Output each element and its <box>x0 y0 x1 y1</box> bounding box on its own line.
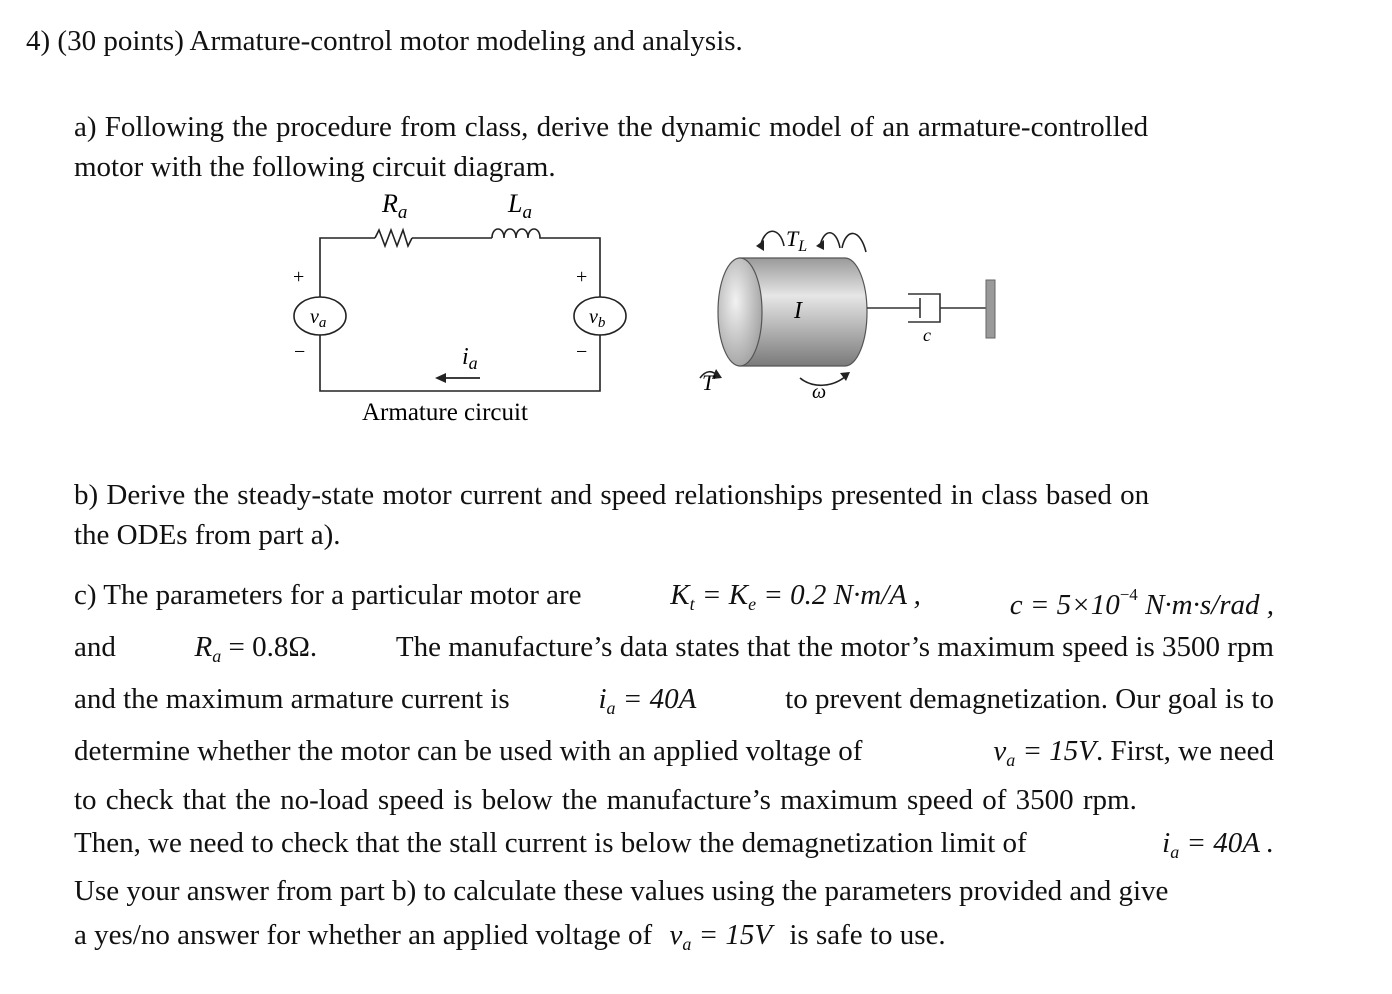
c-l3-current: $i_a = 40A$ <box>598 683 697 718</box>
c-l5-text: to check that the no-load speed is below the manufacture’s maximum speed of 3500 rpm. <box>74 784 1137 816</box>
tl-label: $T_L$ <box>786 226 808 255</box>
damper-label: c <box>923 325 931 345</box>
c-l2-resistance: $R_a = 0.8\Omega$. <box>194 631 318 666</box>
part-b-line-1 <box>74 478 1274 512</box>
part-c-line-2 <box>74 630 1274 673</box>
c-l6-prefix: Then, we need to check that the stall current is below the demagnetization limit of <box>74 827 1027 859</box>
current-arrowhead <box>435 373 446 383</box>
part-b-line-2: the ODEs from part a). <box>74 519 341 551</box>
part-c-line-5 <box>74 783 1274 817</box>
c-l8-voltage: $v_a = 15V$ <box>669 919 773 954</box>
va-minus-sign: − <box>294 341 306 363</box>
question-header: 4) (30 points) Armature-control motor modeling and analysis. <box>26 25 743 57</box>
ia-label: $i_a$ <box>462 344 478 373</box>
c-l4-voltage: $v_a = 15V$. First, we need <box>993 735 1274 770</box>
omega-label: ω <box>812 381 827 403</box>
c-l1-damping-equation: $c = 5\times 10^{-4}$ N·m·s/rad , <box>1009 585 1274 621</box>
vb-plus-sign: + <box>576 266 588 288</box>
part-a-line-1 <box>74 110 1274 144</box>
part-c-line-7 <box>74 874 1274 908</box>
tl-arrowhead <box>756 240 764 251</box>
c-l6-current: $i_a = 40A$ . <box>1162 827 1274 862</box>
c-l8-prefix: a yes/no answer for whether an applied voltage of <box>74 919 653 951</box>
c-l1-prefix: c) The parameters for a particular motor are <box>74 579 582 611</box>
part-c-line-3 <box>74 682 1274 725</box>
part-c-line-1 <box>74 578 1274 622</box>
part-c-line-8 <box>74 918 946 961</box>
vb-label: $v_b$ <box>589 306 606 331</box>
c-l2-rest: The manufacture’s data states that the motor’s maximum speed is 3500 rpm <box>395 631 1274 663</box>
c-l4-prefix: determine whether the motor can be used with an applied voltage of <box>74 735 863 767</box>
c-l7-text: Use your answer from part b) to calculate these values using the parameters provided and give <box>74 875 1169 907</box>
c-l3-prefix: and the maximum armature current is <box>74 683 510 715</box>
circuit-wires <box>320 238 600 391</box>
c-l8-rest: is safe to use. <box>789 919 946 951</box>
armature-circuit-caption: Armature circuit <box>362 399 528 426</box>
motor-circuit-diagram <box>280 188 1020 438</box>
vb-minus-sign: − <box>576 341 588 363</box>
inertia-label: I <box>794 298 802 324</box>
inductor-la <box>492 229 542 238</box>
c-l3-rest: to prevent demagnetization. Our goal is to <box>785 683 1274 715</box>
part-b-text-1: b) Derive the steady-state motor current and speed relationships presented in class based on <box>74 479 1150 511</box>
ra-label: $R_a$ <box>382 189 408 223</box>
rotor-face <box>718 258 762 366</box>
la-label: $L_a$ <box>508 189 532 223</box>
fixed-wall <box>986 280 995 338</box>
part-c-line-4 <box>74 734 1274 777</box>
tl-arrowhead-2 <box>816 240 824 250</box>
va-plus-sign: + <box>293 266 305 288</box>
damper-assembly <box>867 294 986 322</box>
resistor-ra <box>375 230 412 246</box>
va-label: $v_a$ <box>310 306 327 331</box>
c-l2-and: and <box>74 631 116 663</box>
t-label: T <box>702 370 715 395</box>
part-a-line-2: motor with the following circuit diagram. <box>74 151 556 183</box>
part-a-text-1: a) Following the procedure from class, derive the dynamic model of an armature-controlled <box>74 111 1149 143</box>
c-l1-k-equation: $K_t = K_e = 0.2$ N·m/A , <box>670 579 921 614</box>
part-c-line-6 <box>74 826 1274 869</box>
